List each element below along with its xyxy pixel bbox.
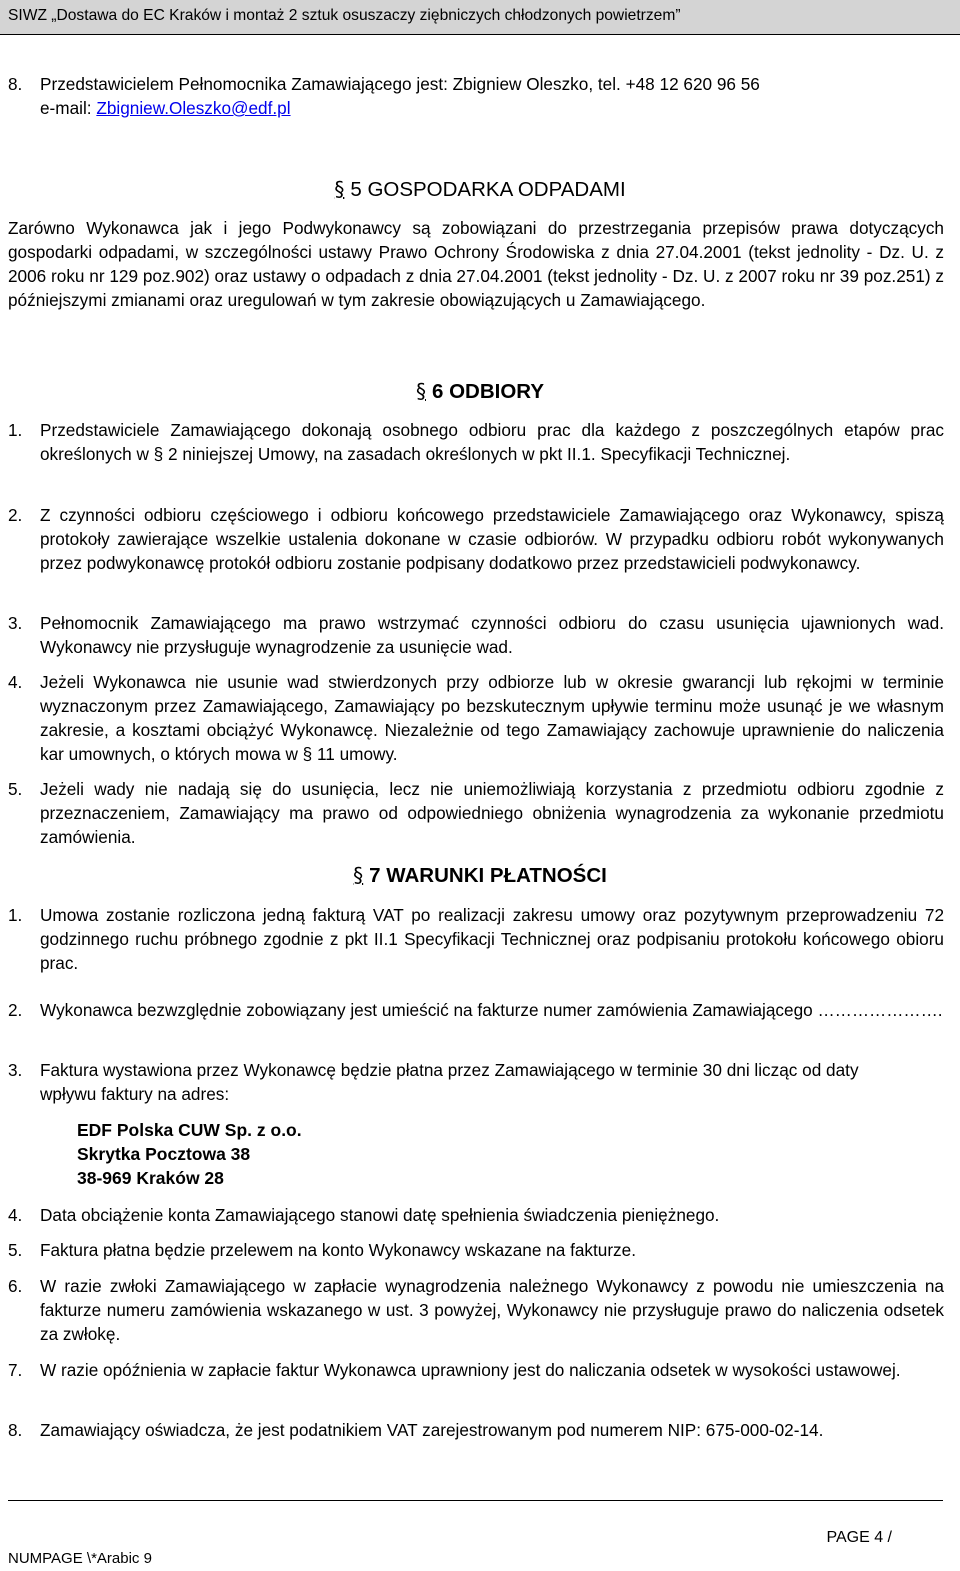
section-6-item-4	[8, 670, 944, 766]
item-number: 7.	[8, 1360, 23, 1380]
section-6-item-2	[8, 503, 944, 575]
email-label: e-mail:	[40, 98, 97, 118]
item-text: Pełnomocnik Zamawiającego ma prawo wstrzymać czynności odbioru do czasu usunięcia ujawnionych wad. Wykonawcy nie przysługuje wynagrodzenie za usunięcie wad.	[40, 613, 944, 657]
item-number: 6.	[8, 1276, 23, 1296]
section-6-item-1	[8, 418, 944, 466]
numpage-field: NUMPAGE \*Arabic 9	[8, 1550, 152, 1567]
item-text: Jeżeli wady nie nadają się do usunięcia, lecz nie uniemożliwiają korzystania z przedmiotu odbioru zgodnie z przeznaczeniem, Zamawiający ma prawo od odpowiedniego obniżenia wynagrodzenia za wykonanie przedmiotu zamówienia.	[40, 779, 944, 847]
item-number: 8.	[8, 1420, 23, 1440]
section-7-item-2	[8, 998, 944, 1022]
section-5-title: 5 GOSPODARKA ODPADAMI	[350, 178, 626, 201]
item-text: Zamawiający oświadcza, że jest podatnikiem VAT zarejestrowanym pod numerem NIP: 675-000-02-14.	[40, 1420, 824, 1440]
item-number: 3.	[8, 613, 23, 633]
item-number: 5.	[8, 779, 23, 799]
address-company: EDF Polska CUW Sp. z o.o.	[77, 1120, 302, 1140]
section-6-title: 6 ODBIORY	[431, 380, 544, 403]
section-5-heading	[0, 176, 960, 203]
section-7-heading	[0, 862, 960, 889]
item-text: W razie zwłoki Zamawiającego w zapłacie wynagrodzenia należnego Wykonawcy z powodu nie umieszczenia na fakturze numeru zamówienia wskazanego w ust. 3 powyżej, Wykonawcy nie przysługuje prawo do naliczenia odsetek za zwłokę.	[40, 1276, 944, 1344]
email-link[interactable]: Zbigniew.Oleszko@edf.pl	[96, 98, 291, 118]
section-7-item-8	[8, 1418, 944, 1442]
item-number: 4.	[8, 1205, 23, 1225]
section-7-item-5	[8, 1238, 944, 1262]
item-number: 1.	[8, 905, 23, 925]
item-number: 5.	[8, 1240, 23, 1260]
section-symbol: §	[334, 177, 345, 201]
section-7-item-6	[8, 1274, 944, 1346]
page-number-field: PAGE 4 /	[826, 1529, 892, 1546]
item-text: Wykonawca bezwzględnie zobowiązany jest umieścić na fakturze numer zamówienia Zamawiającego ………………….	[40, 1000, 943, 1020]
address-po-box: Skrytka Pocztowa 38	[77, 1144, 251, 1164]
section-6-item-5	[8, 777, 944, 849]
item-text: Przedstawiciele Zamawiającego dokonają osobnego odbioru prac dla każdego z poszczególnych etapów prac określonych w § 2 niniejszej Umowy, na zasadach określonych w pkt II.1. Specyfikacji Technicznej.	[40, 420, 944, 464]
document-title: SIWZ „Dostawa do EC Kraków i montaż 2 sztuk osuszaczy ziębniczych chłodzonych powietrzem”	[8, 7, 681, 24]
item-text: Umowa zostanie rozliczona jedną fakturą VAT po realizacji zakresu umowy oraz pozytywnym przeprowadzeniu 72 godzinnego ruchu próbnego zgodnie z pkt II.1 Specyfikacji Technicznej oraz podpisaniu protokołu końcowego obioru prac.	[40, 905, 944, 973]
item-number: 2.	[8, 505, 23, 525]
item-number: 1.	[8, 420, 23, 440]
item-number: 8.	[8, 74, 23, 94]
section-7-item-4	[8, 1203, 944, 1227]
representative-text: Przedstawicielem Pełnomocnika Zamawiającego jest: Zbigniew Oleszko, tel. +48 12 620 96 56	[40, 74, 760, 94]
item-number: 2.	[8, 1000, 23, 1020]
section-symbol: §	[353, 863, 364, 887]
item-text: Data obciążenie konta Zamawiającego stanowi datę spełnienia świadczenia pieniężnego.	[40, 1205, 720, 1225]
item-text: Faktura wystawiona przez Wykonawcę będzie płatna przez Zamawiającego w terminie 30 dni licząc od daty wpływu faktury na adres:	[40, 1060, 859, 1104]
item-text: Faktura płatna będzie przelewem na konto Wykonawcy wskazane na fakturze.	[40, 1240, 636, 1260]
document-header	[0, 0, 960, 35]
section-6-heading	[0, 378, 960, 405]
section-7-item-3	[8, 1058, 860, 1106]
item-number: 4.	[8, 672, 23, 692]
item-text: Jeżeli Wykonawca nie usunie wad stwierdzonych przy odbiorze lub w okresie gwarancji lub rękojmi w terminie wyznaczonym przez Zamawiającego, Zamawiający po bezskutecznym upływie terminu może usunąć je we własnym zakresie, a kosztami obciążyć Wykonawcę. Niezależnie od tego Zamawiający zachowuje uprawnienie do naliczenia kar umownych, o których mowa w § 11 umowy.	[40, 672, 944, 764]
representative-item	[8, 72, 944, 120]
item-text: Z czynności odbioru częściowego i odbioru końcowego przedstawiciele Zamawiającego oraz Wykonawcy, spiszą protokoły zawierające wszelkie ustalenia dokonane w czasie odbiorów. W przypadku odbioru robót wykonywanych przez podwykonawcę protokół odbioru zostanie podpisany dodatkowo przez przedstawicieli podwykonawcy.	[40, 505, 944, 573]
item-number: 3.	[8, 1060, 23, 1080]
invoice-address	[77, 1118, 302, 1190]
section-6-item-3	[8, 611, 944, 659]
section-7-item-1	[8, 903, 944, 975]
address-city: 38-969 Kraków 28	[77, 1168, 224, 1188]
section-7-title: 7 WARUNKI PŁATNOŚCI	[369, 864, 607, 887]
item-text: W razie opóźnienia w zapłacie faktur Wykonawca uprawniony jest do naliczania odsetek w wysokości ustawowej.	[40, 1360, 901, 1380]
section-7-item-7	[8, 1358, 944, 1382]
section-5-paragraph: Zarówno Wykonawca jak i jego Podwykonawcy są zobowiązani do przestrzegania przepisów prawa dotyczących gospodarki odpadami, w szczególności ustawy Prawo Ochrony Środowiska z dnia 27.04.2001 (tekst jednolity - Dz. U. z 2006 roku nr 129 poz.902) oraz ustawy o odpadach z dnia 27.04.2001 (tekst jednolity - Dz. U. z 2007 roku nr 39 poz.251) z późniejszymi zmianami oraz uregulowań w tym zakresie obowiązujących u Zamawiającego.	[8, 218, 944, 310]
footer-divider	[8, 1500, 943, 1501]
section-symbol: §	[415, 379, 426, 403]
